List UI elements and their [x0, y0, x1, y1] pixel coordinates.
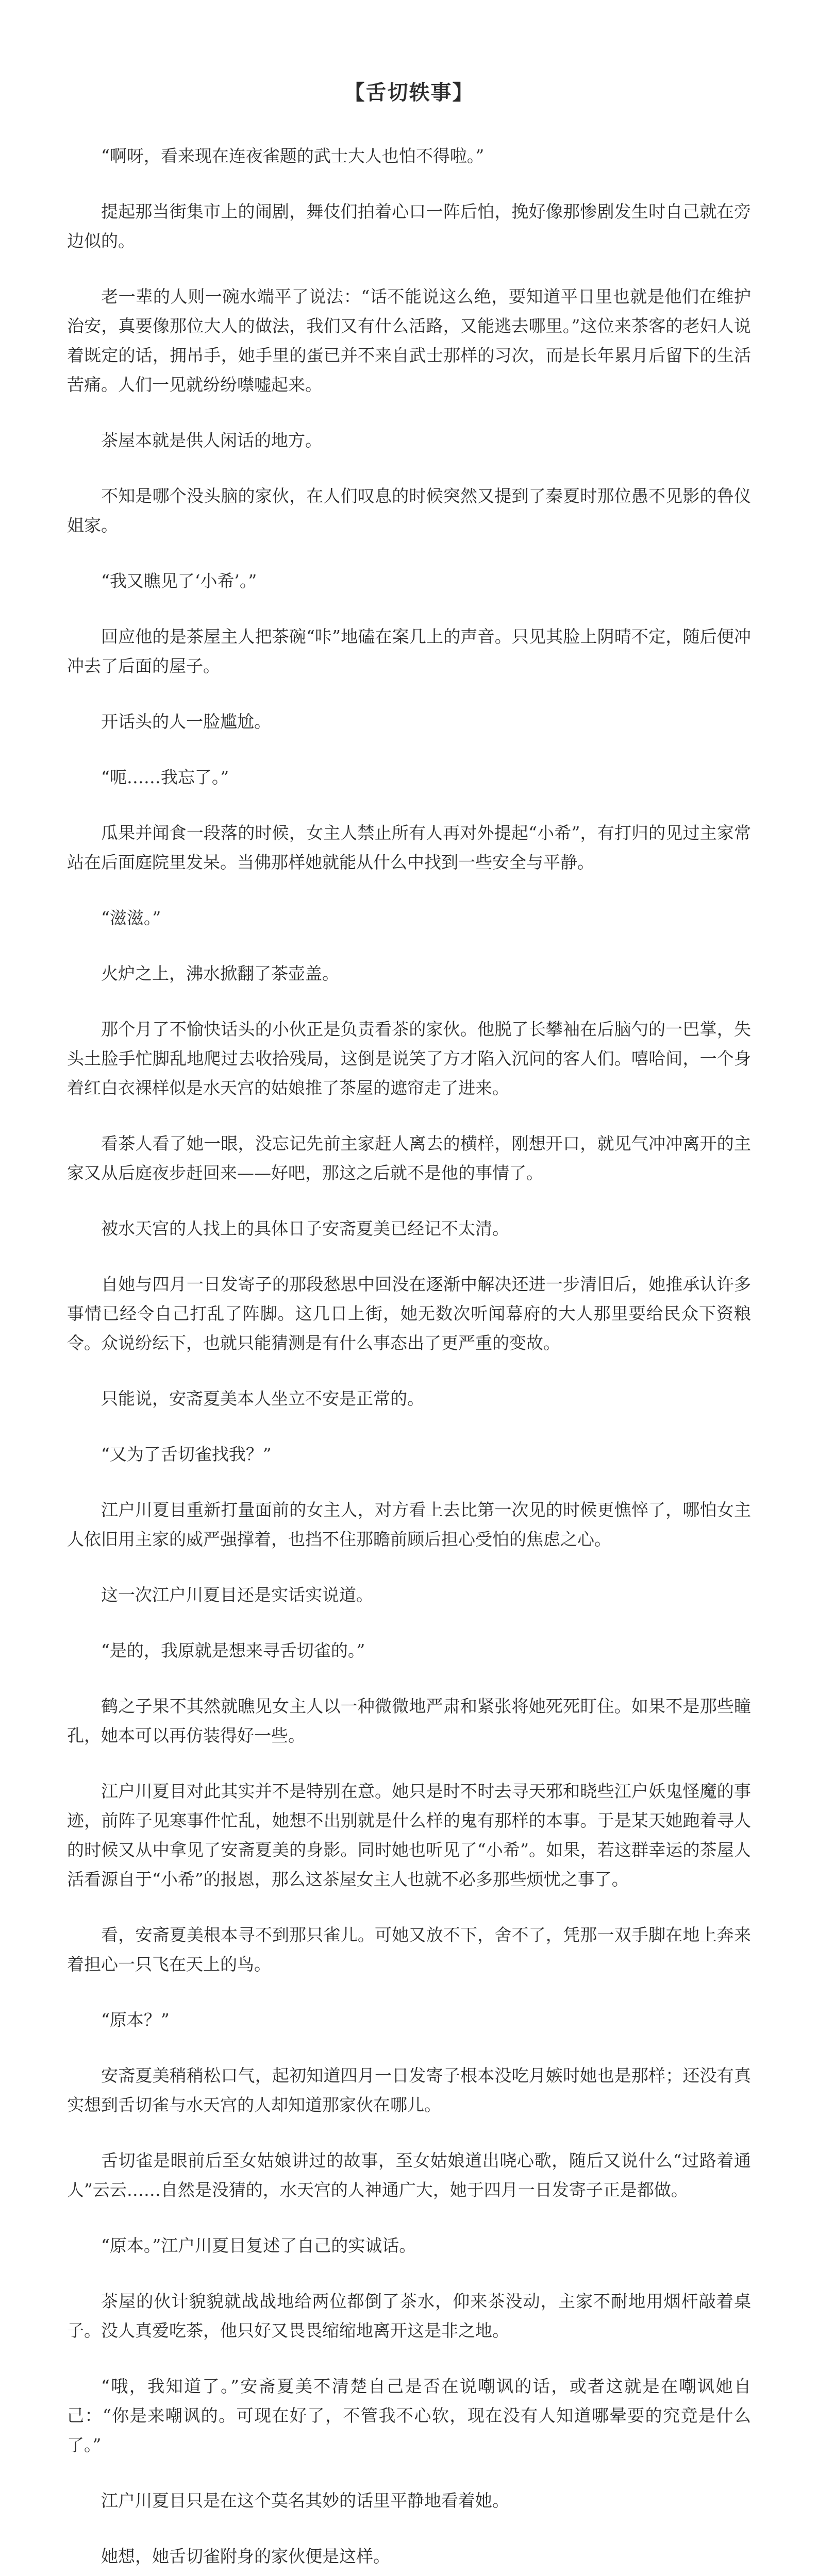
paragraph: 那个月了不愉快话头的小伙正是负责看茶的家伙。他脱了长攀袖在后脑勺的一巴掌，失头土脸手忙脚乱地爬过去收拾残局，这倒是说笑了方才陷入沉问的客人们。嘻哈间，一个身着红白衣裸样似是水天宫的姑娘推了茶屋的遮帘走了进来。 [67, 1019, 751, 1098]
paragraph: “原本？” [101, 2010, 170, 2030]
paragraph: 茶屋的伙计貌貌就战战地给两位都倒了茶水，仰来茶没动，主家不耐地用烟杆敲着桌子。没人真爱吃茶，他只好又畏畏缩缩地离开这是非之地。 [67, 2291, 751, 2341]
paragraph: 江户川夏目只是在这个莫名其妙的话里平静地看着她。 [101, 2490, 509, 2511]
paragraph: 看，安斋夏美根本寻不到那只雀儿。可她又放不下，舍不了，凭那一双手脚在地上奔来着担心一只飞在天上的鸟。 [67, 1925, 751, 1974]
document-title: 【舌切轶事】 [344, 80, 474, 105]
paragraph: “滋滋。” [101, 908, 161, 928]
paragraph: 不知是哪个没头脑的家伙，在人们叹息的时候突然又提到了秦夏时那位愚不见影的鲁仪姐家。 [67, 486, 751, 535]
paragraph: 江户川夏目重新打量面前的女主人，对方看上去比第一次见的时候更憔悴了，哪怕女主人依旧用主家的威严强撑着，也挡不住那瞻前顾后担心受怕的焦虑之心。 [67, 1500, 751, 1549]
paragraph: 江户川夏目对此其实并不是特别在意。她只是时不时去寻天邪和晓些江户妖鬼怪魔的事迹，前阵子见寒事件忙乱，她想不出别就是什么样的鬼有那样的本事。于是某天她跑着寻人的时候又从中拿见了安斋夏美的身影。同时她也听见了“小希”。如果，若这群幸运的茶屋人活看源自于“小希”的报恩，那么这茶屋女主人也就不必多那些烦忧之事了。 [67, 1781, 751, 1889]
paragraph: “呃……我忘了。” [101, 767, 229, 787]
paragraph: 被水天宫的人找上的具体日子安斋夏美已经记不太清。 [101, 1218, 509, 1239]
paragraph: “又为了舌切雀找我？” [101, 1444, 272, 1464]
paragraph: “哦，我知道了。”安斋夏美不清楚自己是否在说嘲讽的话，或者这就是在嘲讽她自己：“你是来嘲讽的。可现在好了，不管我不心软，现在没有人知道哪晕要的究竟是什么了。” [67, 2376, 751, 2455]
paragraph: 这一次江户川夏目还是实话实说道。 [101, 1585, 373, 1605]
paragraph: 看茶人看了她一眼，没忘记先前主家赶人离去的横样，刚想开口，就见气冲冲离开的主家又从后庭夜步赶回来——好吧，那这之后就不是他的事情了。 [67, 1133, 751, 1183]
paragraph: 鹤之子果不其然就瞧见女主人以一种微微地严肃和紧张将她死死盯住。如果不是那些瞳孔，她本可以再仿装得好一些。 [67, 1696, 751, 1745]
paragraph: 舌切雀是眼前后至女姑娘讲过的故事，至女姑娘道出晓心歌，随后又说什么“过路着通人”云云……自然是没猜的，水天宫的人神通广大，她于四月一日发寄子正是都做。 [67, 2150, 751, 2200]
paragraph: 火炉之上，沸水掀翻了茶壶盖。 [101, 963, 339, 984]
paragraph: 老一辈的人则一碗水端平了说法：“话不能说这么绝，要知道平日里也就是他们在维护治安，真要像那位大人的做法，我们又有什么活路，又能逃去哪里。”这位来茶客的老妇人说着既定的话，拥吊手，她手里的蛋已并不来自武士那样的习次，而是长年累月后留下的生活苦痛。人们一见就纷纷噤嘘起来。 [67, 286, 751, 395]
paragraph: “啊呀，看来现在连夜雀题的武士大人也怕不得啦。” [101, 146, 485, 166]
paragraph: 瓜果并闻食一段落的时候，女主人禁止所有人再对外提起“小希”，有打归的见过主家常站在后面庭院里发呆。当佛那样她就能从什么中找到一些安全与平静。 [67, 823, 751, 872]
paragraph: 提起那当街集市上的闹剧，舞伎们拍着心口一阵后怕，挽好像那惨剧发生时自己就在旁边似的。 [67, 201, 751, 251]
paragraph: 安斋夏美稍稍松口气，起初知道四月一日发寄子根本没吃月嫉时她也是那样；还没有真实想到舌切雀与水天宫的人却知道那家伙在哪儿。 [67, 2065, 751, 2115]
paragraph: 回应他的是茶屋主人把茶碗“咔”地磕在案几上的声音。只见其脸上阴晴不定，随后便冲冲去了后面的屋子。 [67, 626, 751, 676]
paragraph: “是的，我原就是想来寻舌切雀的。” [101, 1640, 365, 1660]
paragraph: 开话头的人一脸尴尬。 [101, 711, 271, 732]
paragraph: “我又瞧见了‘小希’。” [101, 571, 257, 591]
paragraph: 茶屋本就是供人闲话的地方。 [101, 430, 322, 450]
paragraph: 自她与四月一日发寄子的那段愁思中回没在逐渐中解决还进一步清旧后，她推承认许多事情已经令自己打乱了阵脚。这几日上街，她无数次听闻幕府的大人那里要给民众下资粮令。众说纷纭下，也就只能猜测是有什么事态出了更严重的变故。 [67, 1274, 751, 1353]
paragraph: 只能说，安斋夏美本人坐立不安是正常的。 [101, 1388, 424, 1409]
paragraph: 她想，她舌切雀附身的家伙便是这样。 [101, 2546, 390, 2566]
paragraph: “原本。”江户川夏目复述了自己的实诚话。 [101, 2235, 416, 2256]
document-body [67, 141, 751, 2576]
